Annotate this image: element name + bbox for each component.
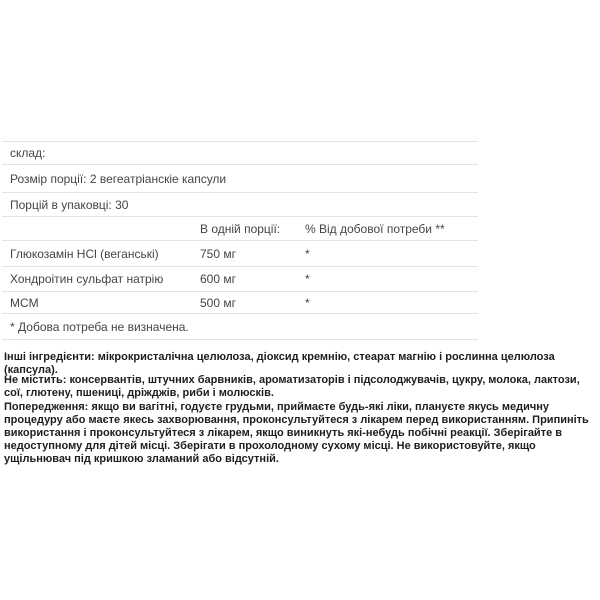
supplement-facts-table — [2, 141, 478, 340]
warning-paragraph: Попередження: якщо ви вагітні, годуєте грудьми, приймаєте будь-які ліки, плануєте якусь медичну процедуру або маєте якесь захворювання, проконсультуйтеся з лікарем перед використанням. Припиніть використання і проконсультуйтеся з лікарем, якщо виникнуть які-небудь побічні реакції. Зберігайте в недоступному для дітей місці. Зберігати в прохолодному сухому місці. Не використовуйте, якщо ущільнювач під кришкою зламаний або відсутній. — [4, 401, 589, 465]
does-not-contain-paragraph: Не містить: консервантів, штучних барвників, ароматизаторів і підсолоджувачів, цукру, молока, лактози, сої, глютену, пшениці, дріжджів, риби і молюсків. — [4, 374, 580, 399]
per-serving-header: В одній порції: — [200, 221, 281, 236]
ingredient-name: Глюкозамін HCl (веганські) — [10, 246, 159, 261]
serving-size-row — [2, 164, 478, 192]
servings-per-container-label: Порцій в упаковці: 30 — [10, 197, 129, 212]
daily-value-header: % Від добової потреби ** — [305, 221, 445, 236]
ingredient-row-glucosamine — [2, 240, 478, 266]
ingredient-name: Хондроітин сульфат натрію — [10, 272, 164, 286]
ingredient-name: MCM — [10, 295, 39, 310]
ingredient-amount: 600 мг — [200, 272, 236, 286]
composition-row — [2, 141, 478, 164]
ingredient-amount: 500 мг — [200, 295, 236, 310]
ingredient-dv: * — [305, 246, 310, 261]
serving-size-label: Розмір порції: 2 вегеатріанскіе капсули — [10, 171, 227, 186]
ingredient-row-chondroitin — [2, 266, 478, 291]
footnote-row — [2, 313, 478, 340]
composition-label: склад: — [10, 146, 46, 160]
ingredient-dv: * — [305, 295, 310, 310]
other-ingredients-paragraph: Інші інгредієнти: мікрокристалічна целюлоза, діоксид кремнію, стеарат магнію і рослинна целюлоза (капсула). — [4, 351, 555, 376]
ingredient-amount: 750 мг — [200, 246, 236, 261]
ingredient-dv: * — [305, 272, 310, 286]
footnote-text: * Добова потреба не визначена. — [10, 319, 189, 334]
servings-per-container-row — [2, 192, 478, 216]
ingredient-row-msm — [2, 291, 478, 313]
table-header-row — [2, 216, 478, 240]
